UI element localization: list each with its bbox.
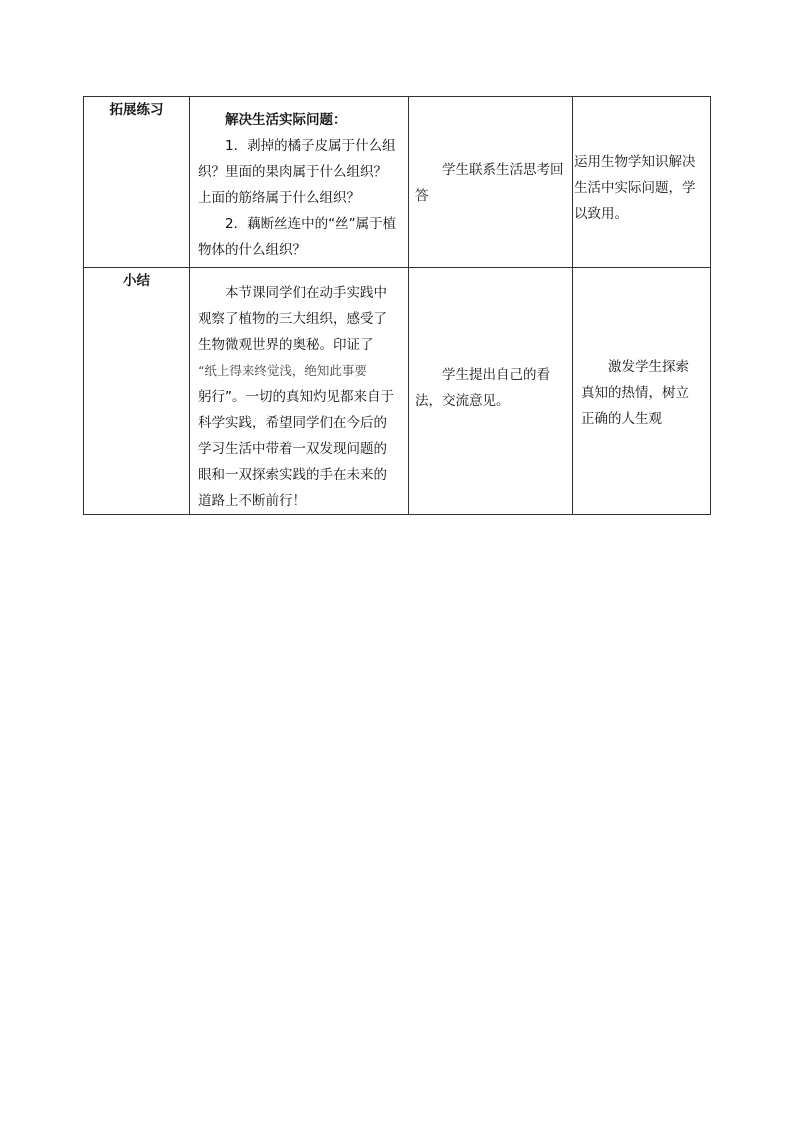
design-intent-cell: [573, 268, 711, 515]
design-intent-text: 激发学生探索真知的热情，树立正确的人生观: [581, 359, 689, 427]
stage-cell: [84, 268, 190, 515]
content-heading: 解决生活实际问题：: [225, 112, 347, 128]
content-cell: [190, 268, 409, 515]
summary-quote: “纸上得来终觉浅，绝知此事要: [198, 363, 367, 378]
question-1: 1．剥掉的橘子皮属于什么组织？里面的果肉属于什么组织？上面的筋络属于什么组织？: [198, 138, 396, 206]
summary-part-1: 本节课同学们在动手实践中观察了植物的三大组织，感受了生物微观世界的奥秘。印证了: [198, 285, 387, 353]
student-activity-text: 学生提出自己的看法，交流意见。: [415, 367, 550, 409]
student-activity-text: 学生联系生活思考回答: [415, 162, 564, 204]
stage-cell: [84, 97, 190, 268]
stage-label: 拓展练习: [109, 102, 164, 118]
design-intent-cell: [573, 97, 711, 268]
content-cell: [190, 97, 409, 268]
table-row: [84, 268, 711, 515]
question-2: 2．藕断丝连中的“丝”属于植物体的什么组织？: [198, 216, 397, 258]
student-activity-cell: [409, 97, 573, 268]
student-activity-cell: [409, 268, 573, 515]
summary-part-2: 躬行”。一切的真知灼见都来自于科学实践，希望同学们在今后的学习生活中带着一双发现问题的眼和一双探索实践的手在未来的道路上不断前行！: [198, 389, 394, 509]
summary-text: [198, 280, 400, 514]
design-intent-text: 运用生物学知识解决生活中实际问题，学以致用。: [574, 154, 696, 222]
stage-label: 小结: [123, 273, 150, 289]
table-row: [84, 97, 711, 268]
lesson-plan-table: [83, 96, 711, 515]
